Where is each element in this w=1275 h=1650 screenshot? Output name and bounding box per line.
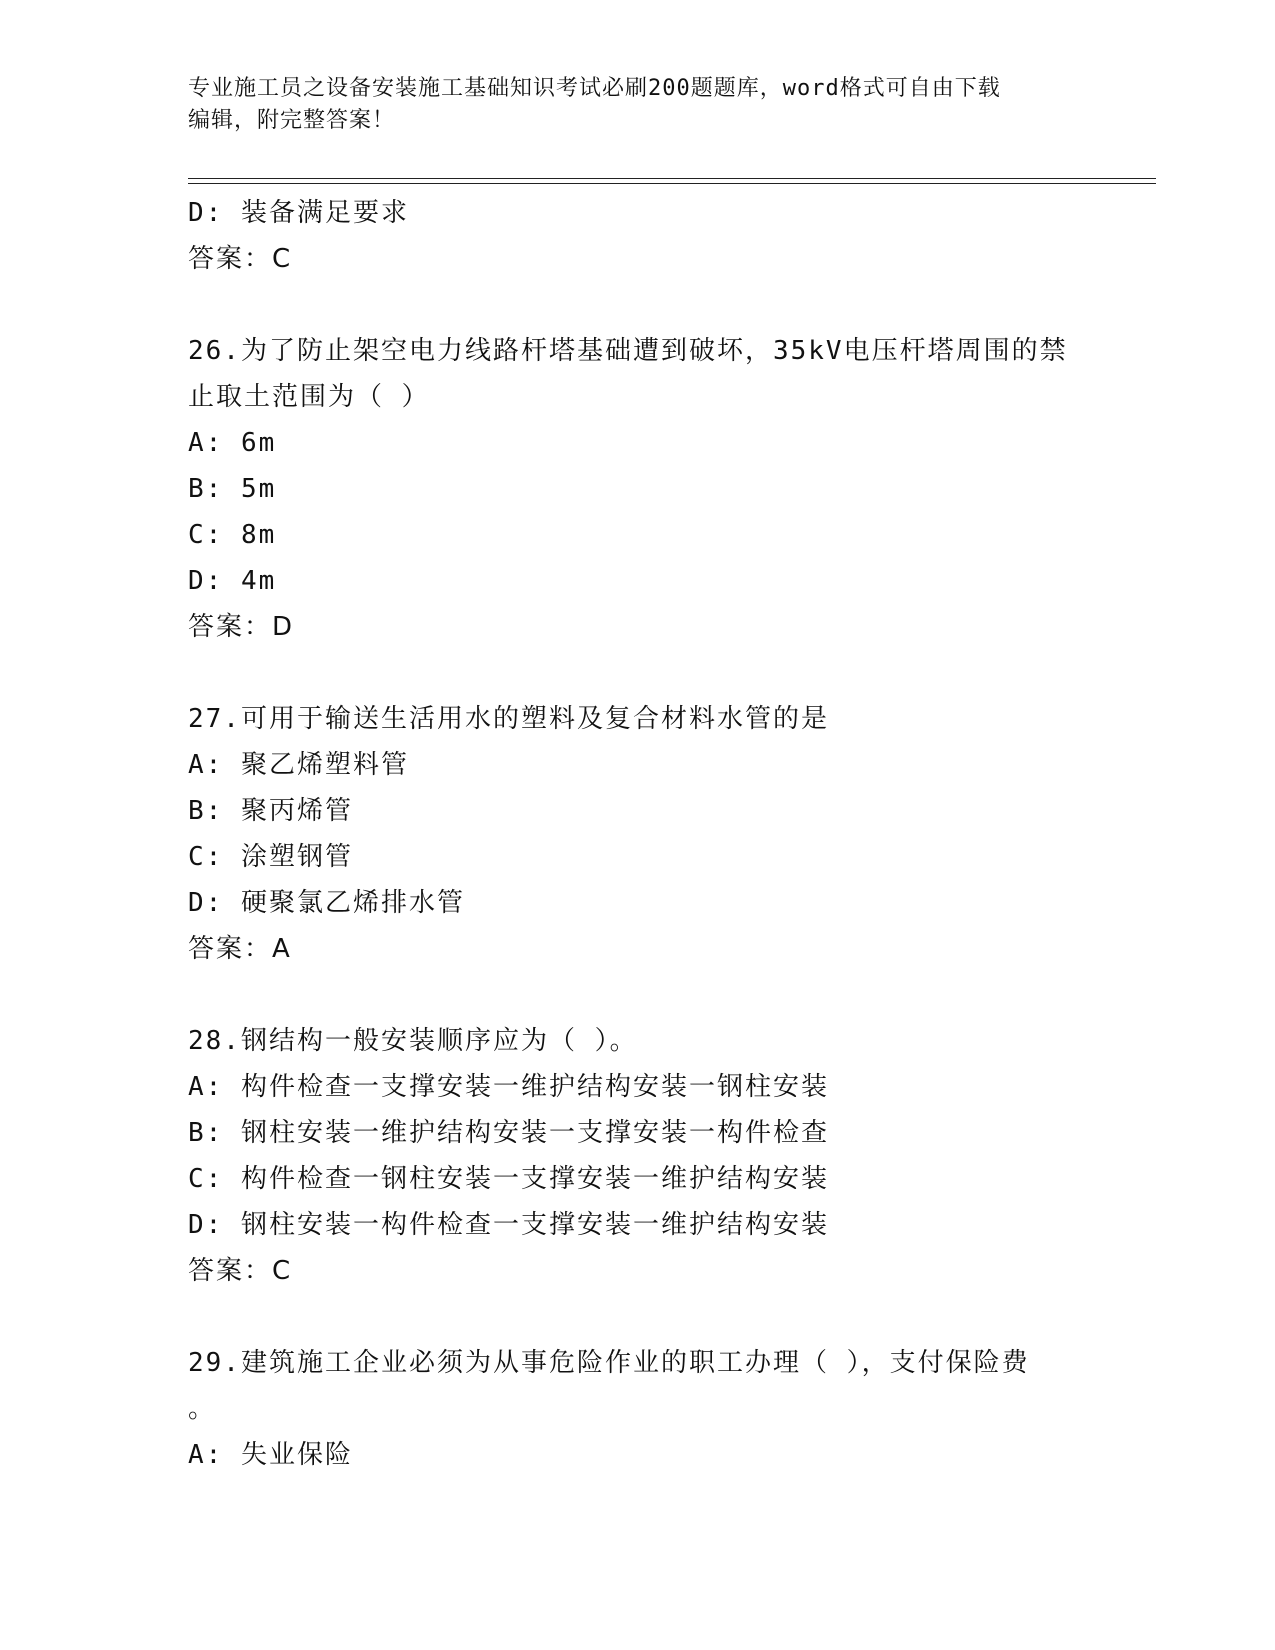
answer-line: 答案：C bbox=[188, 1256, 293, 1286]
header-divider-bottom bbox=[188, 183, 1156, 184]
option-a: A: 失业保险 bbox=[188, 1440, 353, 1470]
question-content bbox=[188, 190, 1148, 1478]
question-29 bbox=[188, 1340, 1148, 1478]
option-d: D: 4m bbox=[188, 566, 277, 596]
option-c: C: 构件检查一钢柱安装一支撑安装一维护结构安装 bbox=[188, 1164, 829, 1194]
question-text-line-2: 止取土范围为（ ） bbox=[188, 382, 430, 412]
answer-line: 答案：C bbox=[188, 244, 293, 274]
question-26 bbox=[188, 328, 1148, 650]
option-c: C: 8m bbox=[188, 520, 277, 550]
answer-line: 答案：A bbox=[188, 934, 292, 964]
question-text: 27.可用于输送生活用水的塑料及复合材料水管的是 bbox=[188, 704, 829, 734]
header-divider-top bbox=[188, 178, 1156, 179]
question-text bbox=[188, 1340, 1078, 1432]
option-b: B: 钢柱安装一维护结构安装一支撑安装一构件检查 bbox=[188, 1118, 829, 1148]
option-b: B: 聚丙烯管 bbox=[188, 796, 353, 826]
option-a: A: 构件检查一支撑安装一维护结构安装一钢柱安装 bbox=[188, 1072, 829, 1102]
question-text bbox=[188, 328, 1078, 420]
question-28 bbox=[188, 1018, 1148, 1294]
document-header bbox=[188, 73, 1088, 137]
answer-line: 答案：D bbox=[188, 612, 295, 642]
question-text-line-1: 29.建筑施工企业必须为从事危险作业的职工办理（ ），支付保险费 bbox=[188, 1348, 1030, 1378]
option-d: D: 装备满足要求 bbox=[188, 198, 409, 228]
option-d: D: 硬聚氯乙烯排水管 bbox=[188, 888, 465, 918]
option-d: D: 钢柱安装一构件检查一支撑安装一维护结构安装 bbox=[188, 1210, 829, 1240]
header-line-1: 专业施工员之设备安装施工基础知识考试必刷200题题库，word格式可自由下载 bbox=[188, 76, 1001, 101]
question-text-line-2: 。 bbox=[188, 1394, 217, 1424]
header-line-2: 编辑，附完整答案！ bbox=[188, 108, 396, 133]
option-c: C: 涂塑钢管 bbox=[188, 842, 353, 872]
option-a: A: 6m bbox=[188, 428, 277, 458]
option-a: A: 聚乙烯塑料管 bbox=[188, 750, 409, 780]
question-text-line-1: 26.为了防止架空电力线路杆塔基础遭到破坏，35kV电压杆塔周围的禁 bbox=[188, 336, 1068, 366]
question-text: 28.钢结构一般安装顺序应为（ ）。 bbox=[188, 1026, 638, 1056]
option-b: B: 5m bbox=[188, 474, 277, 504]
question-27 bbox=[188, 696, 1148, 972]
